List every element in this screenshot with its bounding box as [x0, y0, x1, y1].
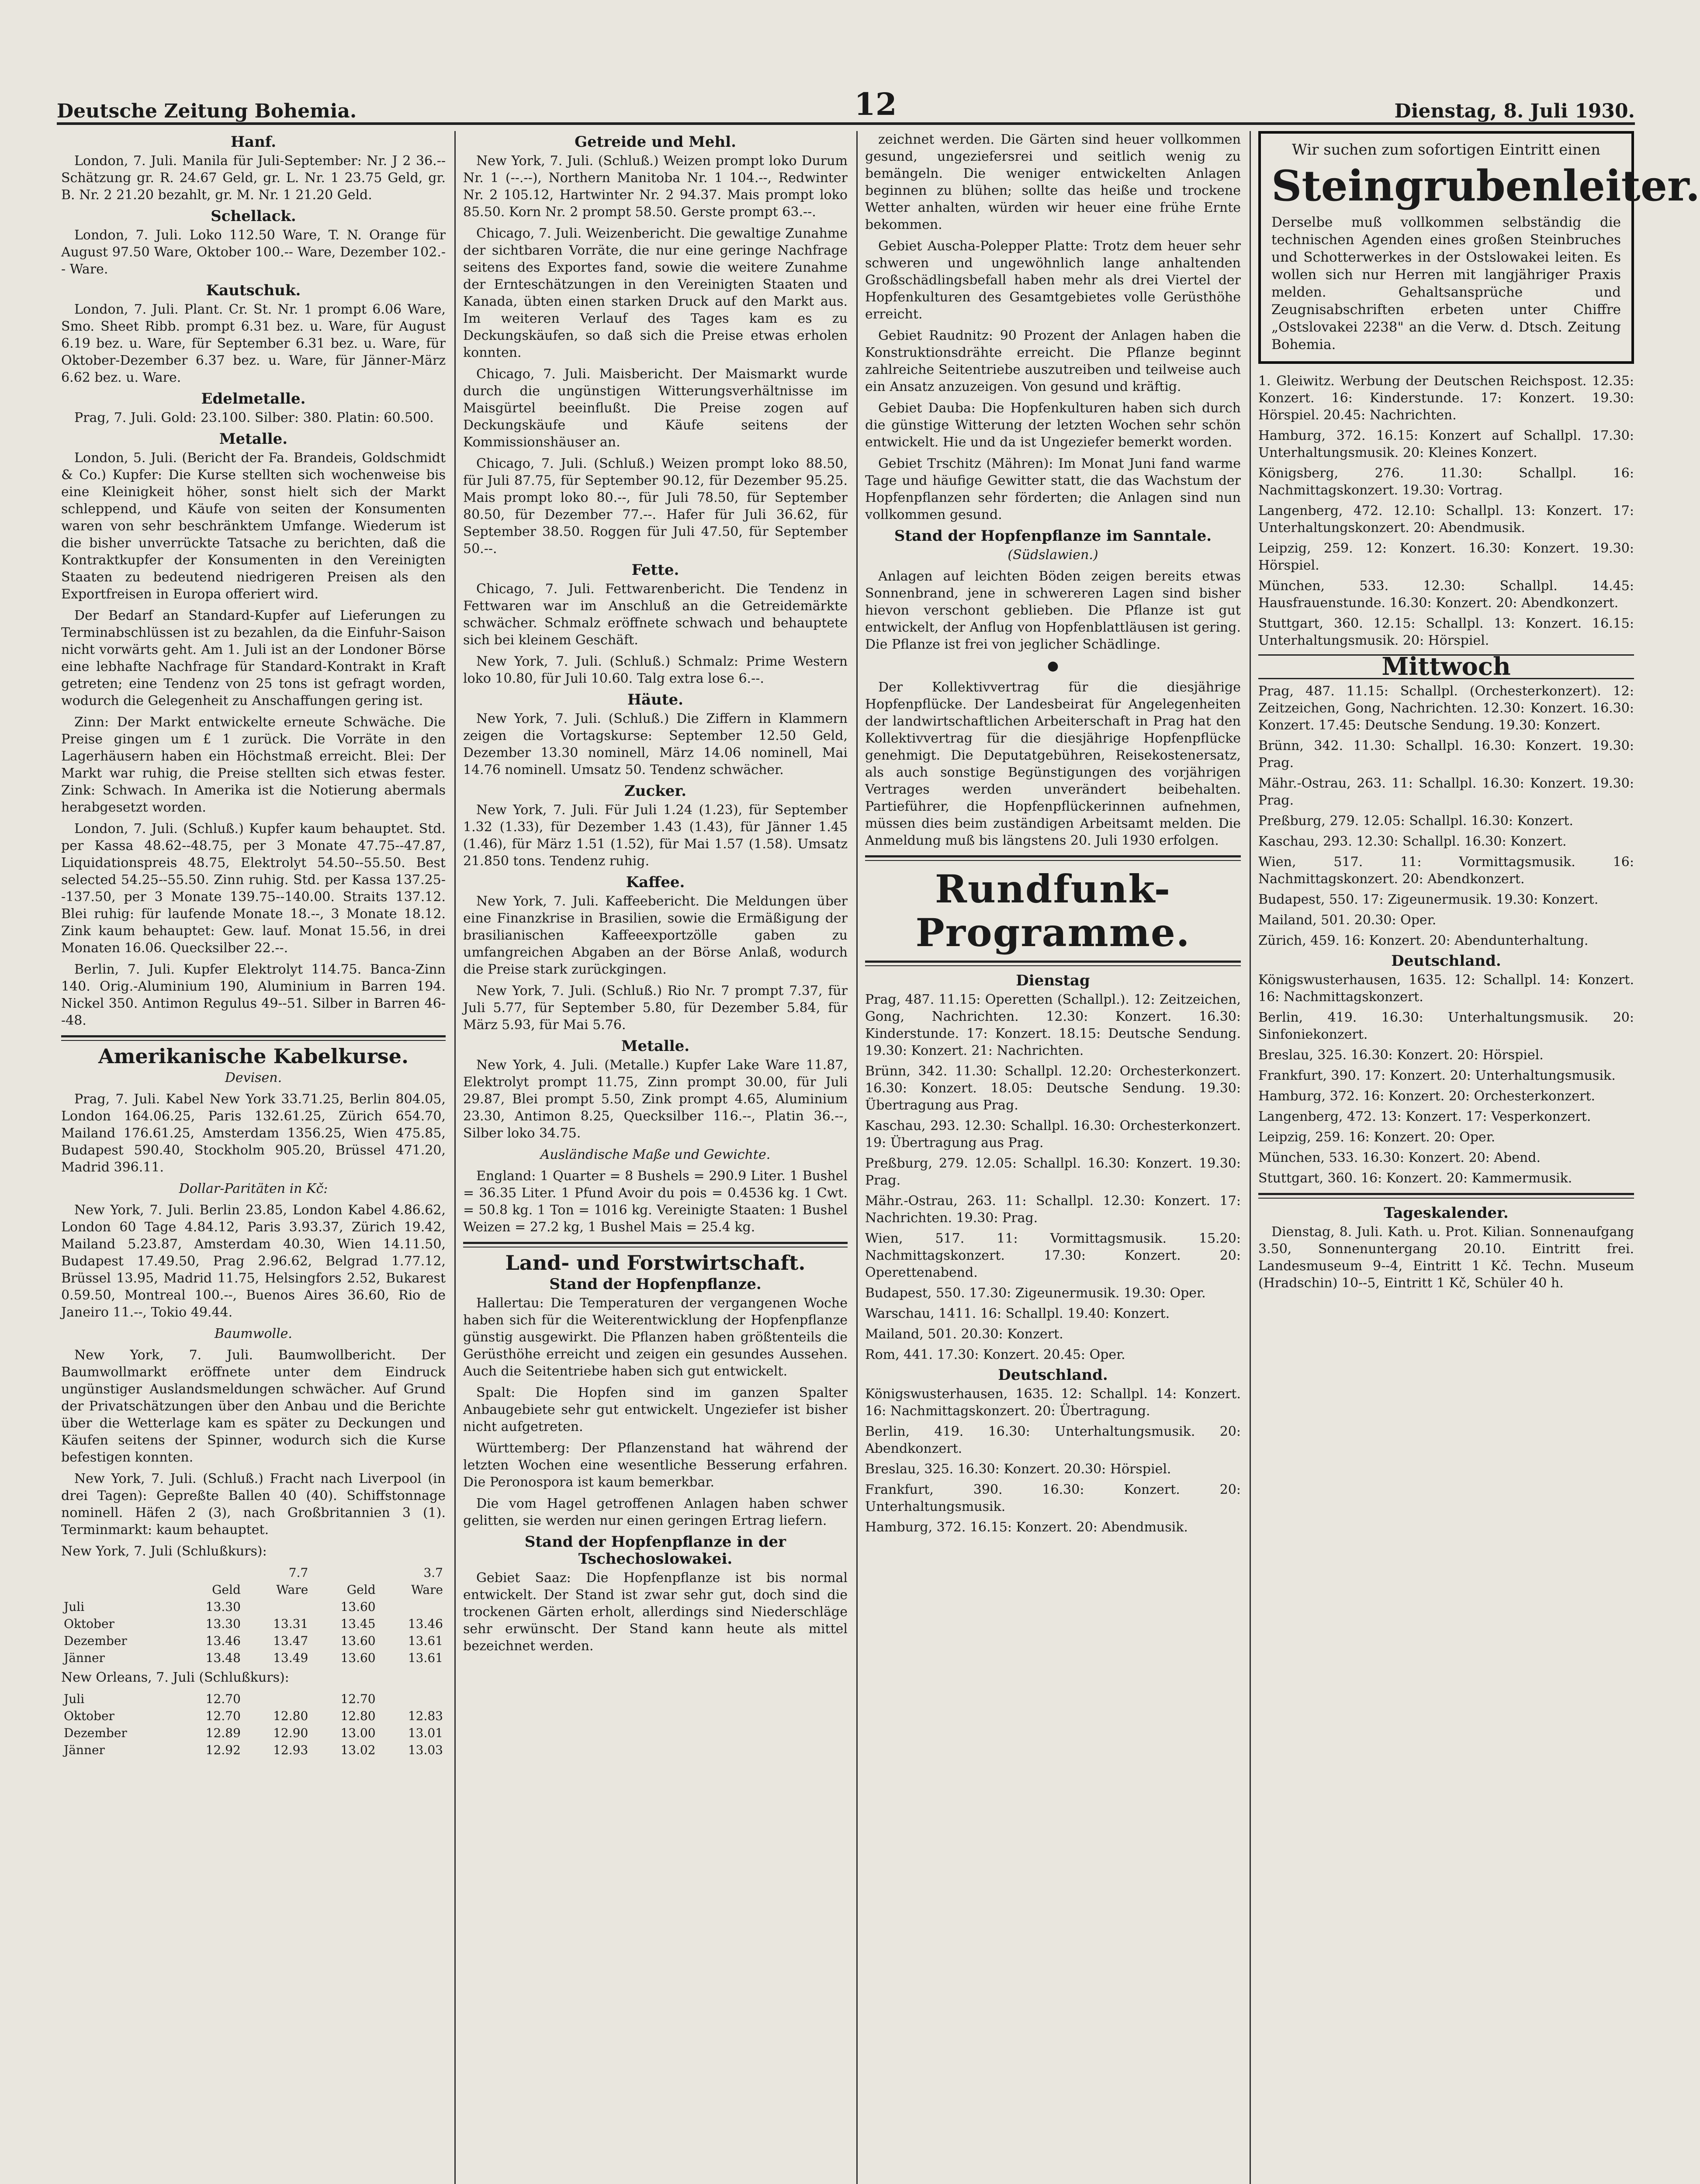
heading-masse: Ausländische Maße und Gewichte. — [540, 1147, 771, 1162]
article-getreide-3: Chicago, 7. Juli. Maisbericht. Der Maismarkt wurde durch die ungünstigen Witterungsverhältnisse im Maisgürtel beeinflußt. Die Preise zogen auf Deckungskäufe und Käufe seitens der Kommissionshäuser an. — [463, 366, 848, 450]
section-head-metalle-ny: Metalle. — [621, 1037, 690, 1055]
article-metalle-1: London, 5. Juli. (Bericht der Fa. Brandeis, Goldschmidt & Co.) Kupfer: Die Kurse stellten sich wochenweise bis eine Kleinigkeit höher, sonst hielt sich der Markt schleppend, und Käufe von seiten der Konsumenten waren von sehr beschränktem Umfange. Wiederum ist die bisher unverrückte Tatsache zu berichten, daß die Kontraktkupfer der Konsumenten in den Vereinigten Staaten zu bedeutend niedrigeren Preisen als den Exportfreisen in Europa offeriert wird. — [61, 450, 446, 602]
table-cell: Dezember — [64, 1726, 127, 1740]
article-kollektivvertrag: Der Kollektivvertrag für die diesjährige Hopfenpflücke. Der Landesbeirat für Angelegenheiten der landwirtschaftlichen Arbeiterschaft in Prag hat den Kollektivvertrag für die diesjährige Hopfenpflücke genehmigt. Die Deputatgebühren, Reisekostenersatz, als auch sonstige Begünstigungen des vorjährigen Vertrages werden unverändert beibehalten. Partieführer, die Hopfenpflückerinnen aufnehmen, müssen dies beim zuständigen Arbeitsamt melden. Die Anmeldung muß bis längstens 20. Juli 1930 erfolgen. — [865, 680, 1241, 848]
station-entry: Frankfurt, 390. 17: Konzert. 20: Unterhaltungsmusik. — [1258, 1068, 1616, 1083]
article-raudnitz: Gebiet Raudnitz: 90 Prozent der Anlagen haben die Konstruktionsdrähte erreicht. Die Pflanze beginnt zahlreiche Seitentriebe auszutreiben und teilweise auch ein Ansatz anzuzeigen. Von gesund und kräftig. — [865, 328, 1241, 394]
table-cell: 13.60 — [340, 1600, 376, 1614]
table-cell — [378, 1598, 446, 1615]
column-3 — [865, 131, 1241, 2184]
article-tageskalender: Dienstag, 8. Juli. Kath. u. Prot. Kilian. Sonnenaufgang 3.50, Sonnenuntergang 20.10. Eintritt frei. Landesmuseum 9--4, Eintritt 1 Kč. Techn. Museum (Hradschin) 10--5, Eintritt 1 Kč, Schüler 40 h. — [1258, 1224, 1634, 1291]
station-entry: Mähr.-Ostrau, 263. 11: Schallpl. 16.30: Konzert. 19.30: Prag. — [1258, 776, 1634, 808]
table-cell: 13.47 — [273, 1634, 308, 1648]
article-zucker: New York, 7. Juli. Für Juli 1.24 (1.23), für September 1.32 (1.33), für Dezember 1.43 (1.43), für Jänner 1.45 (1.46), für März 1.51 (1.52), für Mai 1.57 (1.58). Umsatz 21.850 tons. Tendenz ruhig. — [463, 802, 848, 869]
section-head-getreide: Getreide und Mehl. — [575, 133, 736, 151]
station-entry: Königsberg, 276. 11.30: Schallpl. 16: Nachmittagskonzert. 19.30: Vortrag. — [1258, 466, 1634, 498]
section-divider — [61, 1035, 446, 1041]
table-cell: 13.61 — [408, 1651, 443, 1665]
table-row — [61, 1615, 446, 1632]
station-entry: Hamburg, 372. 16.15: Konzert auf Schallpl. 17.30: Unterhaltungsmusik. 20: Kleines Konzert. — [1258, 428, 1634, 460]
station-entry: Preßburg, 279. 12.05: Schallpl. 16.30: Konzert. 19.30: Prag. — [865, 1156, 1241, 1188]
heading-land-forst: Land- und Forstwirtschaft. — [505, 1251, 806, 1275]
table-cell: 13.48 — [205, 1651, 241, 1665]
table-cell: 12.70 — [205, 1709, 241, 1723]
article-kabel-1: Prag, 7. Juli. Kabel New York 33.71.25, Berlin 804.05, London 164.06.25, Paris 132.61.25, Zürich 654.70, Mailand 176.61.25, Amsterdam 1356.25, Wien 475.85, Budapest 590.40, Stockholm 905.20, Brüssel 471.20, Madrid 396.11. — [61, 1092, 446, 1175]
table-cell: 12.70 — [340, 1692, 376, 1706]
section-head-hanf: Hanf. — [230, 133, 277, 151]
station-entry: Wien, 517. 11: Vormittagsmusik. 15.20: Nachmittagskonzert. 17.30: Konzert. 20: Operettenabend. — [865, 1231, 1241, 1280]
table-row — [61, 1724, 446, 1742]
station-entry: Berlin, 419. 16.30: Unterhaltungsmusik. 20: Abendkonzert. — [865, 1424, 1241, 1456]
article-wuerttemberg: Württemberg: Der Pflanzenstand hat während der letzten Wochen eine wesentliche Besserung erfahren. Die Peronospora ist kaum bemerkbar. — [463, 1441, 848, 1490]
table-header-cell — [61, 1564, 176, 1581]
article-hagel: Die vom Hagel getroffenen Anlagen haben schwer gelitten, sie werden nur einen geringen Ertrag liefern. — [463, 1496, 848, 1528]
column-1 — [61, 131, 446, 2184]
station-entry: Kaschau, 293. 12.30: Schallpl. 16.30: Orchesterkonzert. 19: Übertragung aus Prag. — [865, 1118, 1241, 1151]
article-metalle-ny: New York, 4. Juli. (Metalle.) Kupfer Lake Ware 11.87, Elektrolyt prompt 11.75, Zinn prompt 30.00, für Juli 29.87, Blei prompt 5.50, Zink prompt 4.65, Aluminium 23.30, Antimon 8.25, Quecksilber 116.--, Platin 36.--, Silber loko 34.75. — [463, 1057, 848, 1141]
section-divider — [865, 961, 1241, 966]
article-dauba: Gebiet Dauba: Die Hopfenkulturen haben sich durch die günstige Witterung der letzten Wochen sehr schön entwickelt. Hie und da ist Ungeziefer bemerkt worden. — [865, 401, 1241, 450]
paper-name: Deutsche Zeitung Bohemia. — [57, 100, 357, 122]
section-head-edelmetalle: Edelmetalle. — [201, 390, 306, 408]
column-rule — [1250, 131, 1251, 2184]
table-header-row — [61, 1564, 446, 1581]
station-entry: Stuttgart, 360. 12.15: Schallpl. 13: Konzert. 16.15: Unterhaltungsmusik. 20: Hörspiel. — [1258, 616, 1634, 648]
ornament-divider: ● — [1047, 658, 1059, 674]
article-metalle-2: Der Bedarf an Standard-Kupfer auf Lieferungen zu Terminabschlüssen ist zu bezahlen, da die Einfuhr-Saison nicht vorwärts geht. Am 1. Juli ist an der Londoner Börse eine lebhafte Nachfrage für Standard-Kontrakt in Kraft getreten; eine Tendenz von 25 tons ist gefragt worden, wodurch die Gelegenheit zu Anschaffungen gering ist. — [61, 608, 446, 708]
heading-sanntal: Stand der Hopfenpflanze im Sanntale. — [894, 527, 1212, 545]
station-entry: Stuttgart, 360. 16: Konzert. 20: Kammermusik. — [1258, 1171, 1572, 1186]
heading-kabelkurse: Amerikanische Kabelkurse. — [98, 1044, 409, 1068]
table-cell: 13.46 — [205, 1634, 241, 1648]
station-entry: Wien, 517. 11: Vormittagsmusik. 16: Nachmittagskonzert. 20: Abendkonzert. — [1258, 854, 1634, 887]
heading-mittwoch: Mittwoch — [1258, 654, 1634, 679]
table-header-cell: Geld — [346, 1583, 376, 1597]
article-saaz: Gebiet Saaz: Die Hopfenpflanze ist bis normal entwickelt. Der Stand ist zwar sehr gut, doch sind die trockenen Gärten erholt, allerdings sind Niederschläge sehr erwünscht. Der Stand kann heute als mittel bezeichnet werden. — [463, 1570, 848, 1654]
table-header-cell: Ware — [276, 1583, 308, 1597]
section-head-kautschuk: Kautschuk. — [206, 282, 301, 299]
column-rule — [856, 131, 858, 2184]
station-entry: Prag, 487. 11.15: Operetten (Schallpl.). 12: Zeitzeichen, Gong, Nachrichten. 12.30: Konzert. 16.30: Kinderstunde. 17: Konzert. 18.15: Deutsche Sendung. 19.30: Konzert. 21: Nachrichten. — [865, 992, 1241, 1058]
station-entry: Königswusterhausen, 1635. 12: Schallpl. 14: Konzert. 16: Nachmittagskonzert. — [1258, 972, 1634, 1005]
article-kaffee: New York, 7. Juli. Kaffeebericht. Die Meldungen über eine Finanzkrise in Brasilien, sowie die Ermäßigung der brasilianischen Kaffeeexportzölle gaben zu umfangreichen Abgaben an der Börse Anlaß, wodurch die Preise stark zurückgingen. — [463, 894, 848, 977]
section-head-haeute: Häute. — [627, 691, 684, 708]
table-cell: 13.30 — [205, 1617, 241, 1631]
quotes-table-newyork — [61, 1564, 446, 1666]
article-fette-2: New York, 7. Juli. (Schluß.) Schmalz: Prime Western loko 10.80, für Juli 10.60. Talg extra lose 6.--. — [463, 654, 848, 686]
article-metalle-4: London, 7. Juli. (Schluß.) Kupfer kaum behauptet. Std. per Kassa 48.62--48.75, per 3 Monate 47.75--47.87, Liquidationspreis 48.75, Elektrolyt 54.50--55.50. Best selected 54.25--55.50. Zinn ruhig. Std. per Kassa 137.25--137.50, per 3 Monate 139.75--140.00. Straits 137.12. Blei ruhig: für laufende Monate 18.--, 3 Monate 18.12. Zink kaum behauptet: Gew. lauf. Monat 15.56, in drei Monaten 16.06. Quecksilber 22.--. — [61, 821, 446, 956]
station-entry: Mailand, 501. 20.30: Konzert. — [865, 1327, 1063, 1342]
table-cell: 12.80 — [340, 1709, 376, 1723]
table-cell — [378, 1690, 446, 1707]
heading-suedslawien: (Südslawien.) — [1008, 547, 1098, 563]
table-cell: Juli — [64, 1600, 85, 1614]
article-hanf: London, 7. Juli. Manila für Juli-September: Nr. J 2 36.-- Schätzung gr. R. 24.67 Geld, gr. L. Nr. 1 23.75 Geld, gr. B. Nr. 2 21.20 bezahlt, gr. M. Nr. 1 21.20 Geld. — [61, 153, 446, 203]
section-divider — [463, 1242, 848, 1248]
section-divider — [865, 855, 1241, 861]
column-rule — [454, 131, 456, 2184]
station-entry: Hamburg, 372. 16: Konzert. 20: Orchesterkonzert. — [1258, 1089, 1596, 1104]
heading-devisen: Devisen. — [225, 1070, 282, 1085]
article-trschitz: Gebiet Trschitz (Mähren): Im Monat Juni fand warme Tage und häufige Gewitter statt, die das Wachstum der Hopfenpflanzen sehr förderten; die Anlagen sind nun vollkommen gesund. — [865, 456, 1241, 522]
article-schellack: London, 7. Juli. Loko 112.50 Ware, T. N. Orange für August 97.50 Ware, Oktober 100.-- Ware, Dezember 102.-- Ware. — [61, 228, 446, 277]
table-subheader-row — [61, 1581, 446, 1598]
station-entry: Leipzig, 259. 16: Konzert. 20: Oper. — [1258, 1130, 1496, 1145]
table-cell: 12.89 — [205, 1726, 241, 1740]
station-entry: Prag, 487. 11.15: Schallpl. (Orchesterkonzert). 12: Zeitzeichen, Gong, Nachrichten. 12.30: Konzert. 16.30: Konzert. 17.45: Deutsche Sendung. 19.30: Konzert. — [1258, 684, 1634, 733]
heading-tageskalender: Tageskalender. — [1384, 1204, 1509, 1222]
table-cell: 12.93 — [273, 1743, 308, 1757]
table-row — [61, 1707, 446, 1724]
article-getreide-4: Chicago, 7. Juli. (Schluß.) Weizen prompt loko 88.50, für Juli 87.75, für September 90.12, für Dezember 95.25. Mais prompt loko 80.--, für Juli 78.50, für September 80.50, für Dezember 77.--. Hafer für Juli 36.62, für September 38.50. Roggen für Juli 47.50, für September 50.--. — [463, 456, 848, 556]
table-cell: Oktober — [64, 1617, 114, 1631]
section-head-schellack: Schellack. — [211, 207, 296, 225]
table-cell: 12.80 — [273, 1709, 308, 1723]
station-entry: Hamburg, 372. 16.15: Konzert. 20: Abendmusik. — [865, 1520, 1188, 1535]
article-metalle-5: Berlin, 7. Juli. Kupfer Elektrolyt 114.75. Banca-Zinn 140. Orig.-Aluminium 190, Aluminium in Barren 194. Nickel 350. Antimon Regulus 49--51. Silber in Barren 46--48. — [61, 962, 446, 1028]
heading-deutschland: Deutschland. — [998, 1366, 1108, 1384]
table-row — [61, 1632, 446, 1649]
page-number: 12 — [854, 86, 897, 122]
heading-hopfenpflanze: Stand der Hopfenpflanze. — [549, 1275, 762, 1293]
station-entry: Budapest, 550. 17.30: Zigeunermusik. 19.30: Oper. — [865, 1286, 1206, 1301]
quotes-heading-newyork: New York, 7. Juli (Schlußkurs): — [61, 1544, 267, 1559]
article-spalt: Spalt: Die Hopfen sind im ganzen Spalter Anbaugebiete sehr gut entwickelt. Ungeziefer ist bisher nicht aufgetreten. — [463, 1385, 848, 1434]
table-header-cell — [61, 1581, 176, 1598]
quotes-table-neworleans — [61, 1690, 446, 1759]
heading-dienstag: Dienstag — [1016, 972, 1090, 989]
station-entry: Mähr.-Ostrau, 263. 11: Schallpl. 12.30: Konzert. 17: Nachrichten. 19.30: Prag. — [865, 1193, 1241, 1226]
table-cell: 13.60 — [340, 1651, 376, 1665]
column-4 — [1258, 131, 1700, 2184]
station-entry: Frankfurt, 390. 16.30: Konzert. 20: Unterhaltungsmusik. — [865, 1482, 1241, 1514]
table-cell: Juli — [64, 1692, 85, 1706]
table-cell: 13.00 — [340, 1726, 376, 1740]
table-row — [61, 1690, 446, 1707]
table-cell: 13.49 — [273, 1651, 308, 1665]
station-entry: Langenberg, 472. 12.10: Schallpl. 13: Konzert. 17: Unterhaltungskonzert. 20: Abendmusik. — [1258, 503, 1634, 536]
station-entry: Königswusterhausen, 1635. 12: Schallpl. 14: Konzert. 16: Nachmittagskonzert. 20: Übertragung. — [865, 1386, 1241, 1419]
article-getreide-2: Chicago, 7. Juli. Weizenbericht. Die gewaltige Zunahme der sichtbaren Vorräte, die nur eine geringe Nachfrage seitens des Exportes fand, sowie die weitere Zunahme der Ernteschätzungen in den Vereinigten Staaten und Kanada, übten einen starken Druck auf den Markt aus. Im weiteren Verlauf des Tages kam es zu Deckungskäufen, so daß sich die Preise etwas erholen konnten. — [463, 226, 848, 360]
table-cell: Oktober — [64, 1709, 114, 1723]
table-cell: 13.60 — [340, 1634, 376, 1648]
heading-baumwolle: Baumwolle. — [215, 1326, 292, 1341]
article-hopfen-cont: zeichnet werden. Die Gärten sind heuer vollkommen gesund, ungeziefersrei und seitlich wenig zu bemängeln. Die weniger entwickelten Anlagen beginnen zu blühen; sollte das heiße und trockene Wetter anhalten, würden wir heuer eine frühe Ernte bekommen. — [865, 132, 1241, 232]
heading-rundfunk: Rundfunk-Programme. — [915, 866, 1191, 955]
article-baumwolle-2: New York, 7. Juli. (Schluß.) Fracht nach Liverpool (in drei Tagen): Gepreßte Ballen 40 (40). Schiffstonnage nominell. Häfen 2 (3), nach Großbritannien 3 (1). Terminmarkt: kaum behauptet. — [61, 1471, 446, 1538]
table-header-cell: 7.7 — [288, 1565, 308, 1580]
table-header-cell: Ware — [411, 1583, 443, 1597]
station-entry: München, 533. 16.30: Konzert. 20: Abend. — [1258, 1150, 1541, 1165]
table-cell — [243, 1690, 311, 1707]
station-entry: Preßburg, 279. 12.05: Schallpl. 16.30: Konzert. — [1258, 813, 1573, 829]
station-entry: Langenberg, 472. 13: Konzert. 17: Vesperkonzert. — [1258, 1109, 1591, 1124]
station-entry: Kaschau, 293. 12.30: Schallpl. 16.30: Konzert. — [1258, 834, 1567, 849]
heading-deutschland-2: Deutschland. — [1391, 952, 1501, 970]
article-kabel-2: New York, 7. Juli. Berlin 23.85, London Kabel 4.86.62, London 60 Tage 4.84.12, Paris 3.93.37, Zürich 19.42, Mailand 5.23.87, Amsterdam 40.30, Wien 14.11.50, Budapest 17.49.50, Prag 2.96.62, Belgrad 1.77.12, Brüssel 13.95, Madrid 11.75, Helsingfors 2.52, Bukarest 0.59.50, Montreal 100.--, Buenos Aires 36.60, Rio de Janeiro 11.--, Tokio 49.44. — [61, 1203, 446, 1320]
station-entry: 1. Gleiwitz. Werbung der Deutschen Reichspost. 12.35: Konzert. 16: Kinderstunde. 17: Konzert. 19.30: Hörspiel. 20.45: Nachrichten. — [1258, 373, 1634, 423]
station-entry: Zürich, 459. 16: Konzert. 20: Abendunterhaltung. — [1258, 933, 1589, 948]
station-entry: München, 533. 12.30: Schallpl. 14.45: Hausfrauenstunde. 16.30: Konzert. 20: Abendkonzert. — [1258, 578, 1634, 611]
table-cell: 13.61 — [408, 1634, 443, 1648]
table-cell: Jänner — [64, 1743, 105, 1757]
section-head-kaffee: Kaffee. — [626, 874, 685, 891]
station-entry: Budapest, 550. 17: Zigeunermusik. 19.30: Konzert. — [1258, 892, 1599, 907]
table-cell: 13.31 — [273, 1617, 308, 1631]
table-cell: 13.45 — [340, 1617, 376, 1631]
article-kaffee-2: New York, 7. Juli. (Schluß.) Rio Nr. 7 prompt 7.37, für Juli 5.77, für September 5.80, für Dezember 5.84, für März 5.93, für Mai 5.76. — [463, 983, 848, 1033]
section-divider — [1258, 1193, 1634, 1199]
station-entry: Warschau, 1411. 16: Schallpl. 19.40: Konzert. — [865, 1306, 1170, 1321]
station-entry: Breslau, 325. 16.30: Konzert. 20: Hörspiel. — [1258, 1047, 1544, 1063]
article-hallertau: Hallertau: Die Temperaturen der vergangenen Woche haben sich für die Weiterentwicklung der Hopfenpflanze günstig ausgewirkt. Die Pflanzen haben größtenteils die Gerüsthöhe erreicht und zeigen ein gesundes Aussehen. Auch die Seitentriebe haben sich gut entwickelt. — [463, 1296, 848, 1379]
station-entry: Mailand, 501. 20.30: Oper. — [1258, 912, 1437, 928]
section-head-zucker: Zucker. — [624, 782, 687, 800]
column-2 — [463, 131, 848, 2184]
table-row — [61, 1649, 446, 1666]
table-cell: 12.92 — [205, 1743, 241, 1757]
table-row — [61, 1742, 446, 1759]
table-header-cell: 3.7 — [423, 1565, 443, 1580]
ad-intro: Wir suchen zum sofortigen Eintritt einen — [1291, 141, 1601, 159]
ad-body: Derselbe muß vollkommen selbständig die technischen Agenden eines großen Steinbruches und Schotterwerkes in der Ostslowakei leiten. Es wollen sich nur Herren mit langjähriger Praxis melden. Gehaltsansprüche und Zeugnisabschriften erbeten unter Chiffre „Ostslovakei 2238" an die Verw. d. Dtsch. Zeitung Bohemia. — [1271, 214, 1621, 352]
article-sanntal: Anlagen auf leichten Böden zeigen bereits etwas Sonnenbrand, jene in schwereren Lagen sind bisher hievon verschont geblieben. Die Pflanze ist gut entwickelt, der Anflug von Hopfenblattläusen ist gering. Die Pflanze ist frei von jeglicher Schädlinge. — [865, 569, 1241, 652]
table-cell: Dezember — [64, 1634, 127, 1648]
article-fette: Chicago, 7. Juli. Fettwarenbericht. Die Tendenz in Fettwaren war im Anschluß an die Getreidemärkte schwächer. Schmalz eröffnete schwach und behauptete sich bei kleinem Geschäft. — [463, 581, 848, 648]
table-cell: 13.01 — [408, 1726, 443, 1740]
table-cell: Jänner — [64, 1651, 105, 1665]
quotes-heading-neworleans: New Orleans, 7. Juli (Schlußkurs): — [61, 1670, 289, 1685]
section-head-fette: Fette. — [631, 561, 679, 579]
table-cell: 13.30 — [205, 1600, 241, 1614]
table-header-cell: Geld — [212, 1583, 241, 1597]
article-auscha: Gebiet Auscha-Polepper Platte: Trotz dem heuer sehr schweren und ungewöhnlich lange anhaltenden Großschädlingsbefall haben mehr als drei Viertel der Hopfenkulturen des Gesamtgebietes volle Gerüsthöhe erreicht. — [865, 238, 1241, 322]
article-getreide-1: New York, 7. Juli. (Schluß.) Weizen prompt loko Durum Nr. 1 (--.--), Northern Manitoba Nr. 1 104.--, Redwinter Nr. 2 105.12, Hartwinter Nr. 2 94.37. Mais prompt loko 85.50. Korn Nr. 2 prompt 58.50. Gerste prompt 63.--. — [463, 153, 848, 220]
article-metalle-3: Zinn: Der Markt entwickelte erneute Schwäche. Die Preise gingen um £ 1 zurück. Die Vorräte in den Lagerhäusern haben ein Höchstmaß erreicht. Blei: Der Markt war ruhig, die Preise stellten sich etwas fester. Zink: Schwach. In Amerika ist die Notierung abermals herabgesetzt worden. — [61, 715, 446, 815]
article-haeute: New York, 7. Juli. (Schluß.) Die Ziffern in Klammern zeigen die Vortagskurse: September 12.50 Geld, Dezember 13.30 nominell, März 14.06 nominell, Mai 14.76 nominell. Umsatz 50. Tendenz schwächer. — [463, 711, 848, 778]
ad-title: Steingrubenleiter. — [1271, 161, 1700, 211]
station-entry: Brünn, 342. 11.30: Schallpl. 12.20: Orchesterkonzert. 16.30: Konzert. 18.05: Deutsche Sendung. 19.30: Übertragung aus Prag. — [865, 1064, 1241, 1113]
table-row — [61, 1598, 446, 1615]
article-masse: England: 1 Quarter = 8 Bushels = 290.9 Liter. 1 Bushel = 36.35 Liter. 1 Pfund Avoir du pois = 0.4536 kg. 1 Cwt. = 50.8 kg. 1 Ton = 1016 kg. Vereinigte Staaten: 1 Bushel Weizen = 27.2 kg, 1 Bushel Mais = 25.4 kg. — [463, 1168, 848, 1235]
article-baumwolle: New York, 7. Juli. Baumwollbericht. Der Baumwollmarkt eröffnete unter dem Eindruck ungünstiger Auslandsmeldungen schwächer. Auf Grund der Privatschätzungen über den Anbau und die Berichte über die Wetterlage kam es später zu Deckungen und Käufen seitens der Spinner, wodurch sich die Kurse befestigen konnten. — [61, 1348, 446, 1465]
station-entry: Leipzig, 259. 12: Konzert. 16.30: Konzert. 19.30: Hörspiel. — [1258, 541, 1634, 573]
section-head-metalle: Metalle. — [219, 430, 288, 448]
table-cell — [243, 1598, 311, 1615]
job-advertisement — [1258, 131, 1700, 364]
station-entry: Rom, 441. 17.30: Konzert. 20.45: Oper. — [865, 1347, 1125, 1362]
page-header — [57, 83, 1635, 125]
station-entry: Brünn, 342. 11.30: Schallpl. 16.30: Konzert. 19.30: Prag. — [1258, 738, 1634, 771]
issue-date: Dienstag, 8. Juli 1930. — [1394, 100, 1635, 122]
table-cell: 13.46 — [408, 1617, 443, 1631]
table-cell: 12.83 — [408, 1709, 443, 1723]
table-cell: 13.02 — [340, 1743, 376, 1757]
heading-dollar-paritaeten: Dollar-Paritäten in Kč: — [179, 1181, 328, 1196]
station-entry: Breslau, 325. 16.30: Konzert. 20.30: Hörspiel. — [865, 1462, 1171, 1477]
table-cell: 12.70 — [205, 1692, 241, 1706]
heading-hopfen-tschechoslowakei: Stand der Hopfenpflanze in der Tschechoslowakei. — [524, 1533, 786, 1568]
article-kautschuk: London, 7. Juli. Plant. Cr. St. Nr. 1 prompt 6.06 Ware, Smo. Sheet Ribb. prompt 6.31 bez. u. Ware, für August 6.19 bez. u. Ware, für September 6.31 bez. u. Ware, für Oktober-Dezember 6.37 bez. u. Ware, für Jänner-März 6.62 bez. u. Ware. — [61, 302, 446, 385]
table-cell: 12.90 — [273, 1726, 308, 1740]
article-edelmetalle: Prag, 7. Juli. Gold: 23.100. Silber: 380. Platin: 60.500. — [74, 410, 434, 425]
table-cell: 13.03 — [408, 1743, 443, 1757]
station-entry: Berlin, 419. 16.30: Unterhaltungsmusik. 20: Sinfoniekonzert. — [1258, 1010, 1634, 1042]
